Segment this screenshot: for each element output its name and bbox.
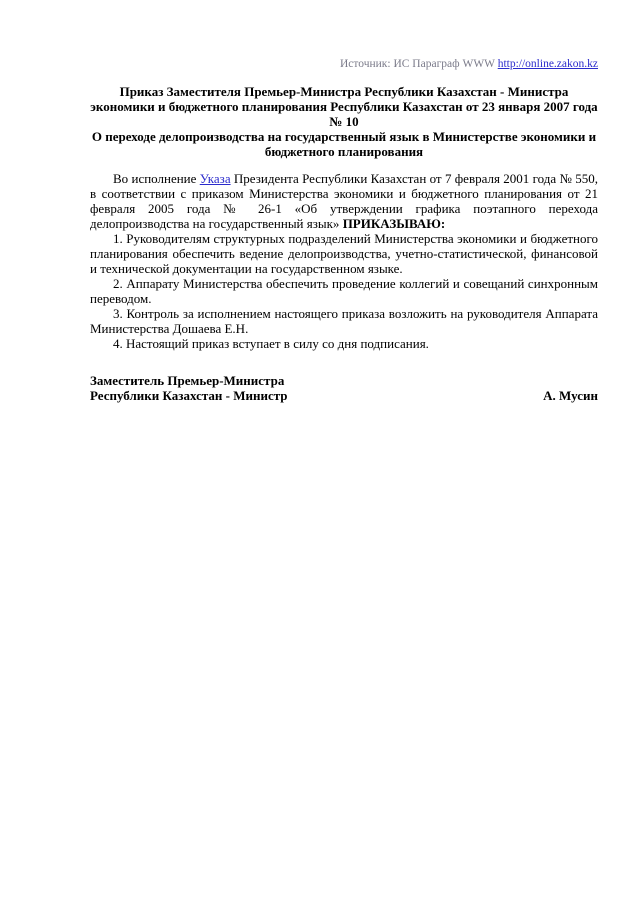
order-item: 1. Руководителям структурных подразделений Министерства экономики и бюджетного планирования обеспечить ведение делопроизводства, учетно-статистической, финансовой и технической документации на государственном языке. bbox=[90, 231, 598, 276]
signature-block bbox=[90, 373, 598, 403]
signatory-name: А. Мусин bbox=[543, 388, 598, 403]
signatory-title bbox=[90, 373, 288, 403]
document-title: Приказ Заместителя Премьер-Министра Республики Казахстан - Министра экономики и бюджетного планирования Республики Казахстан от 23 января 2007 года № 10 bbox=[90, 84, 598, 129]
source-line bbox=[0, 0, 640, 71]
signatory-title-line2: Республики Казахстан - Министр bbox=[90, 388, 288, 403]
preamble-text: Во исполнение bbox=[113, 171, 200, 186]
document-subtitle: О переходе делопроизводства на государственный язык в Министерстве экономики и бюджетного планирования bbox=[91, 129, 597, 159]
order-item: 2. Аппарату Министерства обеспечить проведение коллегий и совещаний синхронным переводом. bbox=[90, 276, 598, 306]
preamble-paragraph bbox=[90, 171, 598, 231]
title-block bbox=[90, 84, 598, 159]
order-item: 4. Настоящий приказ вступает в силу со дня подписания. bbox=[113, 336, 429, 351]
preamble-text-continued: Президента Республики Казахстан от 7 февраля 2001 года № 550, в соответствии с приказом Министерства экономики и бюджетного планирования от 21 февраля 2005 года № 26-1 «Об утверждении графика поэтапного перехода делопроизводства на государственный язык» bbox=[90, 171, 598, 231]
document-body bbox=[90, 171, 598, 351]
signatory-title-line1: Заместитель Премьер-Министра bbox=[90, 373, 285, 388]
source-url-link[interactable]: http://online.zakon.kz bbox=[497, 58, 598, 70]
source-label: Источник: ИС Параграф WWW bbox=[339, 58, 498, 70]
prikazyvayu-emphasis: ПРИКАЗЫВАЮ: bbox=[342, 216, 446, 231]
document-page bbox=[0, 0, 640, 403]
decree-link[interactable]: Указа bbox=[199, 171, 231, 186]
order-item: 3. Контроль за исполнением настоящего приказа возложить на руководителя Аппарата Министерства Дошаева Е.Н. bbox=[90, 306, 598, 336]
